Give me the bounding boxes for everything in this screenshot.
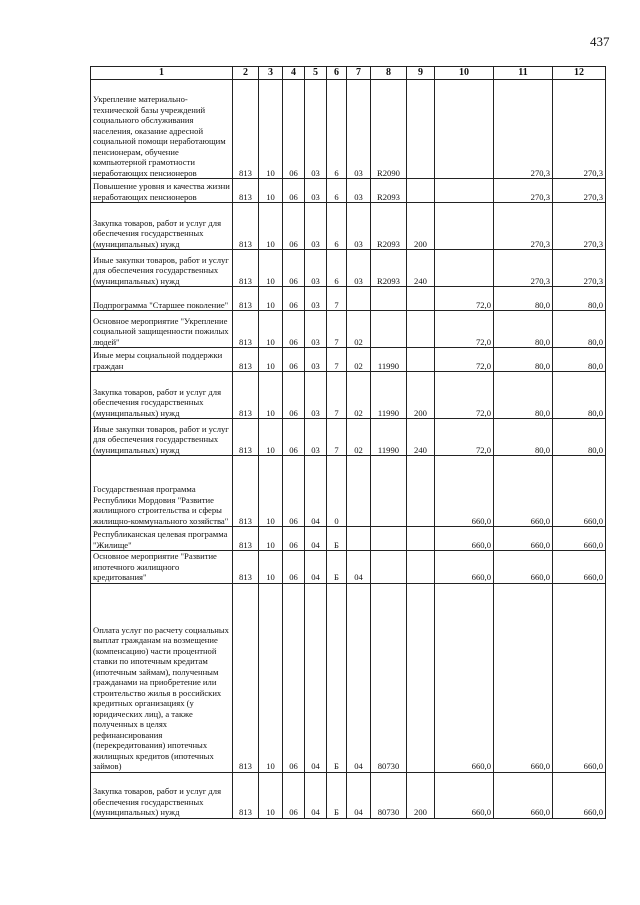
table-cell: 270,3 [553, 80, 606, 179]
table-cell: Б [327, 583, 347, 772]
header-row [91, 67, 606, 80]
table-cell: 04 [305, 551, 327, 584]
table-cell: 660,0 [553, 527, 606, 551]
column-header: 9 [407, 67, 435, 80]
table-cell [347, 456, 371, 527]
row-name: Закупка товаров, работ и услуг для обеспечения государственных (муниципальных) нужд [91, 372, 233, 419]
table-row [91, 348, 606, 372]
table-cell: 10 [259, 583, 283, 772]
table-cell: 72,0 [435, 287, 494, 311]
table-cell: 03 [305, 311, 327, 348]
column-header: 11 [494, 67, 553, 80]
table-row [91, 250, 606, 287]
table-cell [407, 348, 435, 372]
table-cell: 02 [347, 372, 371, 419]
row-name: Государственная программа Республики Мордовия "Развитие жилищного строительства и сферы жилищно-коммунального хозяйства" [91, 456, 233, 527]
table-cell: 660,0 [435, 772, 494, 818]
table-cell: 72,0 [435, 348, 494, 372]
table-cell: 813 [233, 772, 259, 818]
table-cell: 10 [259, 419, 283, 456]
column-header: 8 [371, 67, 407, 80]
column-header: 3 [259, 67, 283, 80]
table-cell: Б [327, 551, 347, 584]
table-cell: 72,0 [435, 419, 494, 456]
table-cell: 660,0 [553, 456, 606, 527]
table-cell: 6 [327, 179, 347, 203]
table-cell: 10 [259, 203, 283, 250]
table-cell: 660,0 [553, 772, 606, 818]
table-row [91, 456, 606, 527]
column-header: 5 [305, 67, 327, 80]
table-cell [407, 311, 435, 348]
table-cell: R2093 [371, 203, 407, 250]
table-cell: 813 [233, 80, 259, 179]
table-cell: 80,0 [553, 348, 606, 372]
table-cell: 72,0 [435, 372, 494, 419]
table-cell: 06 [283, 419, 305, 456]
table-cell [371, 456, 407, 527]
table-cell: 03 [305, 80, 327, 179]
table-cell [407, 80, 435, 179]
table-cell: 10 [259, 311, 283, 348]
table-cell: 813 [233, 179, 259, 203]
table-row [91, 527, 606, 551]
budget-table [90, 66, 606, 819]
row-name: Основное мероприятие "Развитие ипотечного жилищного кредитования" [91, 551, 233, 584]
table-cell: 200 [407, 372, 435, 419]
table-cell: 80,0 [494, 287, 553, 311]
row-name: Закупка товаров, работ и услуг для обеспечения государственных (муниципальных) нужд [91, 203, 233, 250]
table-cell: 200 [407, 772, 435, 818]
row-name: Повышение уровня и качества жизни неработающих пенсионеров [91, 179, 233, 203]
table-cell: 80,0 [553, 287, 606, 311]
table-row [91, 311, 606, 348]
table-cell: R2090 [371, 80, 407, 179]
table-cell: 270,3 [553, 203, 606, 250]
table-cell: 660,0 [435, 456, 494, 527]
table-cell: 660,0 [494, 551, 553, 584]
table-cell [407, 287, 435, 311]
table-cell: 813 [233, 583, 259, 772]
table-cell [371, 311, 407, 348]
column-header: 12 [553, 67, 606, 80]
table-cell: 6 [327, 80, 347, 179]
table-cell: 80,0 [494, 348, 553, 372]
table-cell: 813 [233, 203, 259, 250]
table-row [91, 583, 606, 772]
row-name: Закупка товаров, работ и услуг для обеспечения государственных (муниципальных) нужд [91, 772, 233, 818]
table-cell: 03 [305, 287, 327, 311]
row-name: Оплата услуг по расчету социальных выплат гражданам на возмещение (компенсацию) части процентной ставки по ипотечным кредитам (ипотечным займам), полученным гражданами на приобретение или строительство жилья в российских кредитных организациях (у юридических лиц), а также полученных в целях рефинансирования (перекредитования) ипотечных жилищных кредитов (ипотечных займов) [91, 583, 233, 772]
table-cell: 0 [327, 456, 347, 527]
row-name: Основное мероприятие "Укрепление социальной защищенности пожилых людей" [91, 311, 233, 348]
row-name: Подпрограмма "Старшее поколение" [91, 287, 233, 311]
column-header: 1 [91, 67, 233, 80]
table-cell: 6 [327, 203, 347, 250]
table-cell [407, 551, 435, 584]
table-cell: 10 [259, 179, 283, 203]
table-cell: 660,0 [494, 456, 553, 527]
table-cell: 02 [347, 348, 371, 372]
table-cell: 660,0 [553, 583, 606, 772]
table-cell [371, 551, 407, 584]
table-cell: 03 [305, 179, 327, 203]
table-cell: 813 [233, 527, 259, 551]
table-cell: 03 [305, 419, 327, 456]
table-cell: 10 [259, 287, 283, 311]
table-cell: 06 [283, 250, 305, 287]
column-header: 4 [283, 67, 305, 80]
table-cell: 06 [283, 311, 305, 348]
table-cell: 10 [259, 250, 283, 287]
column-header: 7 [347, 67, 371, 80]
table-cell: 04 [305, 772, 327, 818]
table-cell: 270,3 [494, 80, 553, 179]
table-cell: 80,0 [553, 372, 606, 419]
row-name: Иные меры социальной поддержки граждан [91, 348, 233, 372]
table-cell: 813 [233, 456, 259, 527]
table-cell: 80,0 [494, 372, 553, 419]
table-cell: 270,3 [553, 179, 606, 203]
table-cell: 06 [283, 772, 305, 818]
table-cell: 813 [233, 372, 259, 419]
table-cell: 813 [233, 287, 259, 311]
table-cell [435, 80, 494, 179]
table-cell: 7 [327, 287, 347, 311]
table-cell [347, 287, 371, 311]
table-cell: 6 [327, 250, 347, 287]
table-row [91, 287, 606, 311]
table-cell [435, 179, 494, 203]
row-name: Укрепление материально-технической базы учреждений социального обслуживания населения, оказание адресной социальной помощи неработающим пенсионерам, обучение компьютерной грамотности неработающих пенсионеров [91, 80, 233, 179]
table-cell: Б [327, 527, 347, 551]
table-cell: 10 [259, 551, 283, 584]
table-cell [347, 527, 371, 551]
column-header: 10 [435, 67, 494, 80]
table-cell: 270,3 [494, 179, 553, 203]
table-cell: 06 [283, 551, 305, 584]
table-cell: 660,0 [435, 527, 494, 551]
table-cell: 06 [283, 527, 305, 551]
table-cell: 02 [347, 419, 371, 456]
table-cell: 80,0 [553, 419, 606, 456]
table-cell: 80730 [371, 772, 407, 818]
row-name: Иные закупки товаров, работ и услуг для обеспечения государственных (муниципальных) нужд [91, 419, 233, 456]
table-cell: 240 [407, 250, 435, 287]
row-name: Республиканская целевая программа "Жилище" [91, 527, 233, 551]
table-cell: 04 [305, 583, 327, 772]
table-cell: 03 [305, 372, 327, 419]
table-cell: 06 [283, 203, 305, 250]
table-cell: 06 [283, 348, 305, 372]
table-cell: 06 [283, 583, 305, 772]
table-cell: 03 [347, 203, 371, 250]
table-cell: 7 [327, 419, 347, 456]
table-cell [435, 203, 494, 250]
table-cell: 270,3 [494, 250, 553, 287]
table-cell [407, 456, 435, 527]
table-cell: 11990 [371, 372, 407, 419]
table-cell: R2093 [371, 179, 407, 203]
table-cell: 03 [305, 250, 327, 287]
table-cell: 813 [233, 348, 259, 372]
column-header: 2 [233, 67, 259, 80]
table-cell: 03 [305, 203, 327, 250]
table-cell: 06 [283, 372, 305, 419]
table-cell: 10 [259, 527, 283, 551]
table-cell: 270,3 [494, 203, 553, 250]
table-row [91, 419, 606, 456]
table-cell: 10 [259, 348, 283, 372]
table-cell: 813 [233, 419, 259, 456]
table-cell: 240 [407, 419, 435, 456]
table-cell: 7 [327, 311, 347, 348]
table-row [91, 772, 606, 818]
table-cell: 06 [283, 456, 305, 527]
table-cell: 813 [233, 551, 259, 584]
table-cell: 10 [259, 80, 283, 179]
table-cell: 660,0 [494, 583, 553, 772]
table-cell: 270,3 [553, 250, 606, 287]
table-cell: 660,0 [435, 583, 494, 772]
table-cell: 80,0 [494, 419, 553, 456]
table-cell: 813 [233, 311, 259, 348]
table-cell: R2093 [371, 250, 407, 287]
table-cell: 11990 [371, 419, 407, 456]
table-cell: 06 [283, 287, 305, 311]
table-cell: 813 [233, 250, 259, 287]
table-cell: 03 [347, 80, 371, 179]
table-cell: 04 [347, 583, 371, 772]
table-cell: 10 [259, 456, 283, 527]
table-cell: 04 [305, 527, 327, 551]
table-cell: 72,0 [435, 311, 494, 348]
table-row [91, 203, 606, 250]
table-cell: 11990 [371, 348, 407, 372]
table-cell: 06 [283, 80, 305, 179]
table-cell: 80,0 [553, 311, 606, 348]
table-cell: 06 [283, 179, 305, 203]
table-cell: 200 [407, 203, 435, 250]
table-row [91, 372, 606, 419]
table-cell: 04 [305, 456, 327, 527]
table-cell: 7 [327, 348, 347, 372]
table-cell: 03 [347, 250, 371, 287]
column-header: 6 [327, 67, 347, 80]
row-name: Иные закупки товаров, работ и услуг для обеспечения государственных (муниципальных) нужд [91, 250, 233, 287]
table-cell: 02 [347, 311, 371, 348]
table-cell: 660,0 [494, 527, 553, 551]
table-cell: 80,0 [494, 311, 553, 348]
table-cell [407, 527, 435, 551]
table-row [91, 551, 606, 584]
table-cell: 04 [347, 772, 371, 818]
table-cell: 10 [259, 372, 283, 419]
page-number: 437 [590, 34, 610, 49]
table-row [91, 80, 606, 179]
table-cell [435, 250, 494, 287]
table-cell: 04 [347, 551, 371, 584]
table-cell: 660,0 [435, 551, 494, 584]
table-cell: 03 [347, 179, 371, 203]
table-cell: 660,0 [494, 772, 553, 818]
table-cell: 660,0 [553, 551, 606, 584]
table-cell: 10 [259, 772, 283, 818]
table-cell [371, 527, 407, 551]
table-cell: 03 [305, 348, 327, 372]
table-cell: 7 [327, 372, 347, 419]
table-cell [407, 179, 435, 203]
table-cell: Б [327, 772, 347, 818]
table-cell [371, 287, 407, 311]
table-row [91, 179, 606, 203]
table-cell: 80730 [371, 583, 407, 772]
table-cell [407, 583, 435, 772]
table-body [91, 80, 606, 819]
